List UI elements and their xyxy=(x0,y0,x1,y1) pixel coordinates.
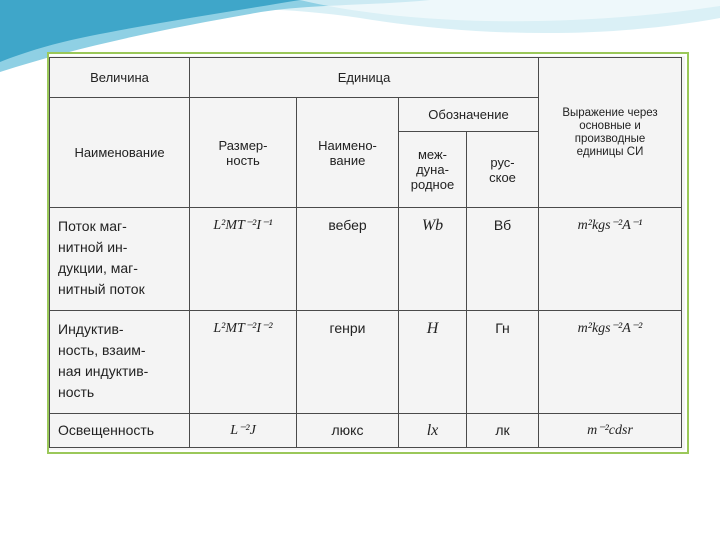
table-header-row-1 xyxy=(50,58,682,98)
header-russian: рус- ское xyxy=(467,132,539,208)
row-quantity-name: Поток маг- нитной ин- дукции, маг- нитный поток xyxy=(50,208,190,311)
row-intl-symbol: Wb xyxy=(399,208,467,311)
table-row xyxy=(50,414,682,448)
row-expression: m⁻²cdsr xyxy=(539,414,682,448)
row-quantity-name: Освещенность xyxy=(50,414,190,448)
header-name: Наименование xyxy=(50,98,190,208)
row-intl-symbol: lx xyxy=(399,414,467,448)
row-unit-name: вебер xyxy=(297,208,399,311)
table-row xyxy=(50,208,682,311)
row-rus-symbol: Гн xyxy=(467,311,539,414)
row-unit-name: генри xyxy=(297,311,399,414)
header-dimension: Размер- ность xyxy=(190,98,297,208)
header-expression: Выражение через основные и производные единицы СИ xyxy=(539,58,682,208)
row-dimension: L⁻²J xyxy=(190,414,297,448)
row-quantity-name: Индуктив- ность, взаим- ная индуктив- ность xyxy=(50,311,190,414)
row-intl-symbol: H xyxy=(399,311,467,414)
row-rus-symbol: Вб xyxy=(467,208,539,311)
table-row xyxy=(50,311,682,414)
row-dimension: L²MT⁻²I⁻² xyxy=(190,311,297,414)
row-unit-name: люкс xyxy=(297,414,399,448)
row-expression: m²kgs⁻²A⁻¹ xyxy=(539,208,682,311)
row-rus-symbol: лк xyxy=(467,414,539,448)
header-international: меж- дуна- родное xyxy=(399,132,467,208)
header-unit: Единица xyxy=(190,58,539,98)
row-expression: m²kgs⁻²A⁻² xyxy=(539,311,682,414)
units-table xyxy=(49,57,682,448)
header-unit-name: Наимено- вание xyxy=(297,98,399,208)
header-quantity: Величина xyxy=(50,58,190,98)
row-dimension: L²MT⁻²I⁻¹ xyxy=(190,208,297,311)
header-designation: Обозначение xyxy=(399,98,539,132)
